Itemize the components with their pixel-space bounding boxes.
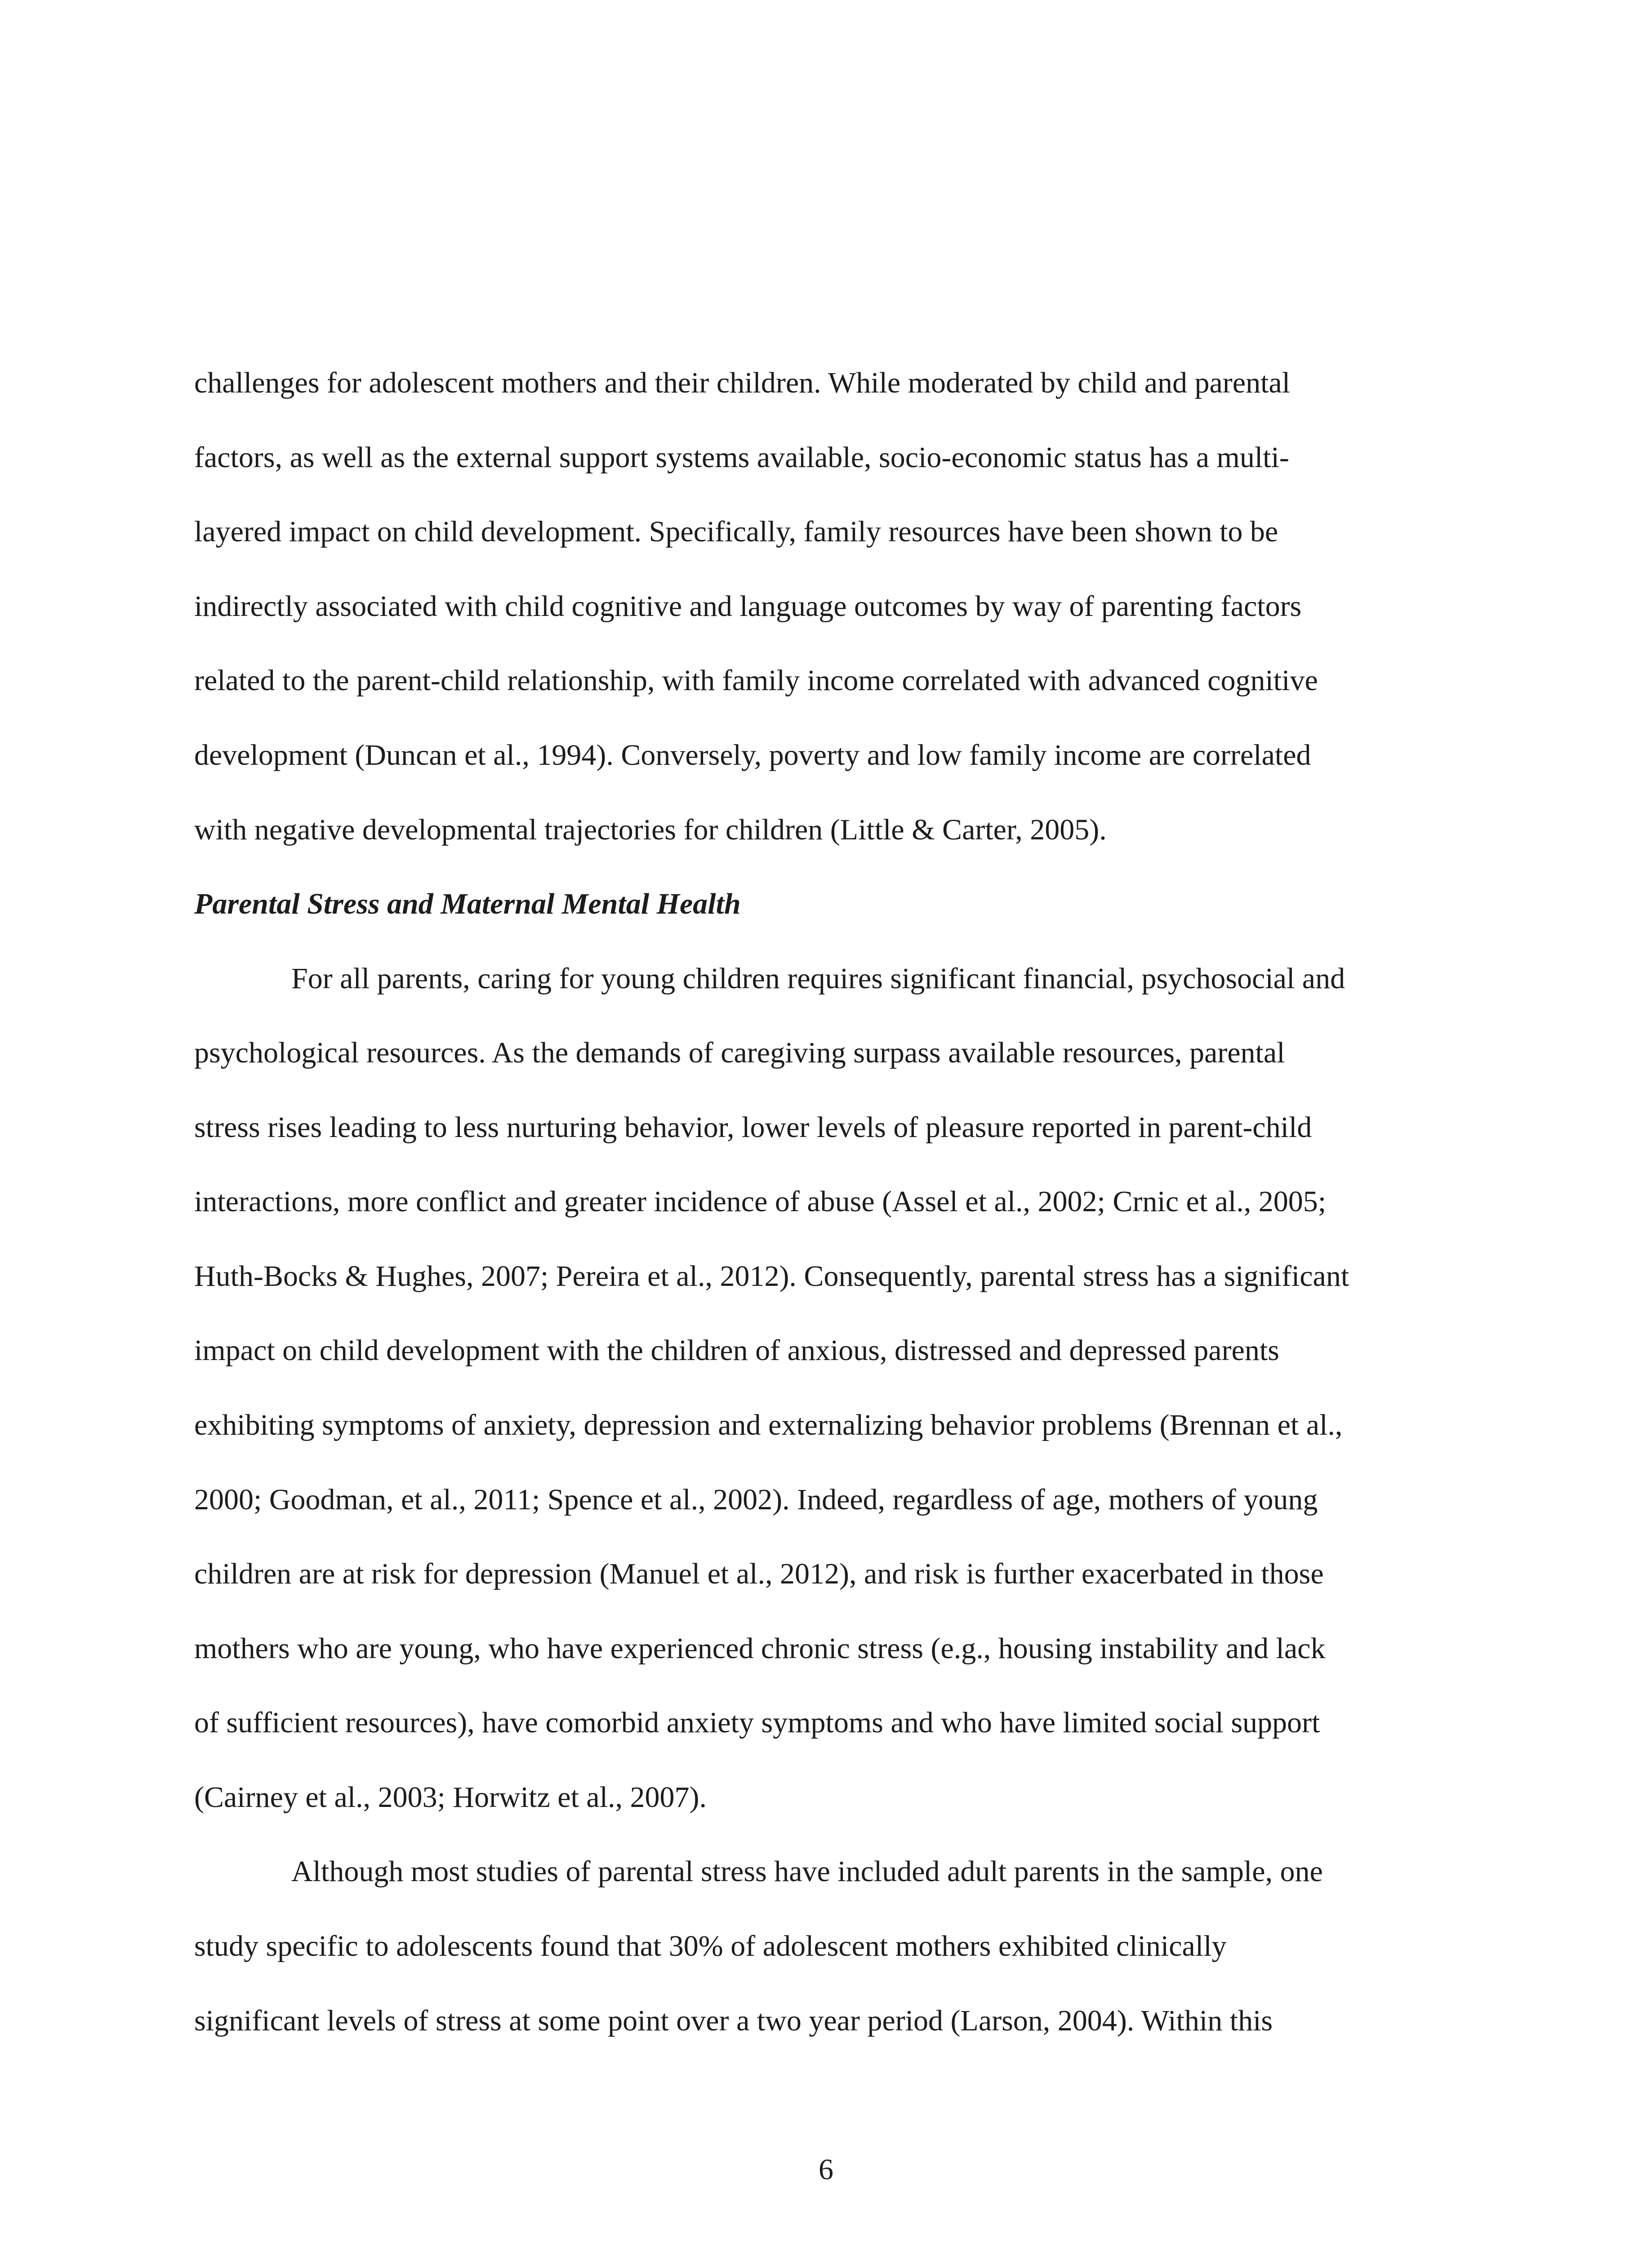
text-line: Huth-Bocks & Hughes, 2007; Pereira et al., 2012). Consequently, parental stress has a significant xyxy=(194,1260,1349,1293)
page-number: 6 xyxy=(819,2153,833,2186)
text-line: of sufficient resources), have comorbid anxiety symptoms and who have limited social support xyxy=(194,1706,1320,1739)
text-line: development (Duncan et al., 1994). Conversely, poverty and low family income are correlated xyxy=(194,739,1311,772)
text-line: 2000; Goodman, et al., 2011; Spence et al., 2002). Indeed, regardless of age, mothers of young xyxy=(194,1483,1318,1516)
text-line: exhibiting symptoms of anxiety, depression and externalizing behavior problems (Brennan et al., xyxy=(194,1409,1343,1441)
text-line: (Cairney et al., 2003; Horwitz et al., 2007). xyxy=(194,1781,707,1814)
text-line: factors, as well as the external support systems available, socio-economic status has a multi- xyxy=(194,441,1289,474)
text-line: with negative developmental trajectories for children (Little & Carter, 2005). xyxy=(194,813,1107,846)
text-line: interactions, more conflict and greater incidence of abuse (Assel et al., 2002; Crnic et al., 2005; xyxy=(194,1185,1327,1218)
text-line: study specific to adolescents found that 30% of adolescent mothers exhibited clinically xyxy=(194,1930,1227,1963)
text-line: impact on child development with the children of anxious, distressed and depressed parents xyxy=(194,1334,1279,1367)
text-line: indirectly associated with child cognitive and language outcomes by way of parenting factors xyxy=(194,590,1302,623)
text-line: mothers who are young, who have experienced chronic stress (e.g., housing instability and lack xyxy=(194,1632,1326,1665)
text-line: psychological resources. As the demands of caregiving surpass available resources, parental xyxy=(194,1036,1285,1069)
text-line: layered impact on child development. Specifically, family resources have been shown to be xyxy=(194,515,1278,548)
text-line: For all parents, caring for young children requires significant financial, psychosocial and xyxy=(291,962,1345,995)
text-line: challenges for adolescent mothers and their children. While moderated by child and parental xyxy=(194,366,1291,399)
text-line: Although most studies of parental stress have included adult parents in the sample, one xyxy=(291,1855,1323,1888)
text-line: significant levels of stress at some point over a two year period (Larson, 2004). Within this xyxy=(194,2004,1273,2037)
section-heading: Parental Stress and Maternal Mental Health xyxy=(194,888,741,920)
text-line: children are at risk for depression (Manuel et al., 2012), and risk is further exacerbated in those xyxy=(194,1557,1324,1590)
text-line: related to the parent-child relationship, with family income correlated with advanced cognitive xyxy=(194,664,1318,697)
text-line: stress rises leading to less nurturing behavior, lower levels of pleasure reported in parent-child xyxy=(194,1111,1312,1144)
